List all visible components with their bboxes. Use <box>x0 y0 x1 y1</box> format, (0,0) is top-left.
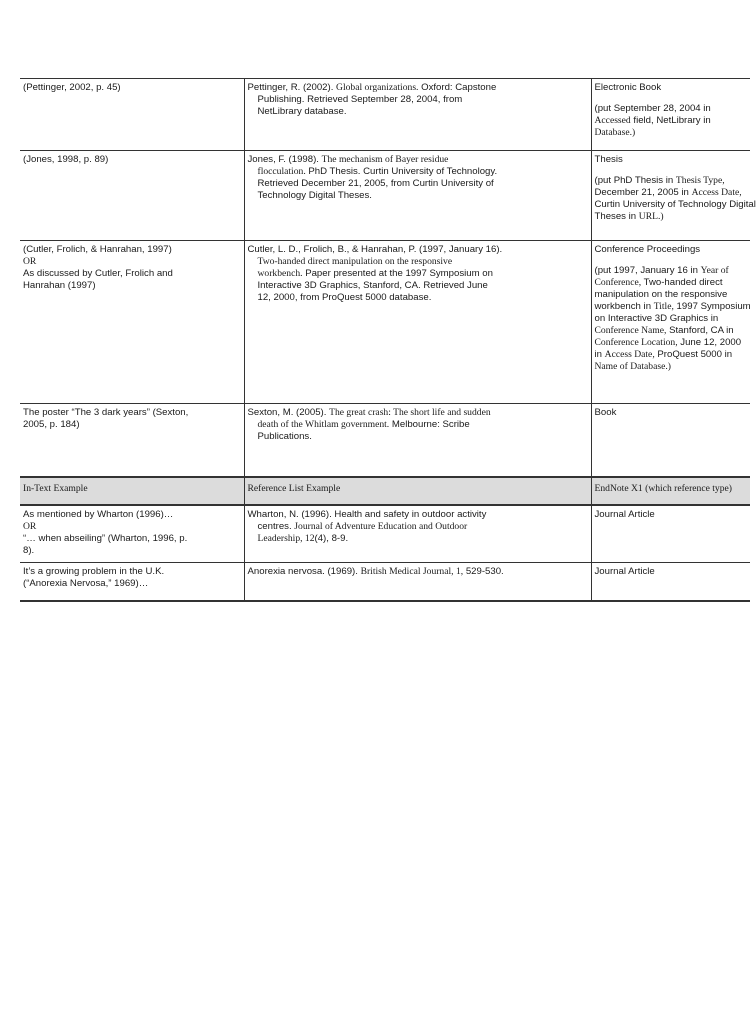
text-segment: PhD Thesis. Curtin University of Technology. <box>305 166 498 177</box>
cell-line <box>248 106 587 118</box>
cell-line: OR <box>23 521 37 532</box>
cell-line: As discussed by Cutler, Frolich and <box>23 268 173 279</box>
cell-line <box>595 127 747 139</box>
text-segment: manipulation on the responsive <box>594 289 728 300</box>
cell-line <box>595 265 747 277</box>
cell-line: 8). <box>23 545 35 556</box>
cell-line <box>248 94 587 106</box>
cell-line <box>595 115 747 127</box>
text-segment: Stanford, CA in <box>666 325 734 336</box>
reference-cell <box>244 241 591 404</box>
cell-line: (Jones, 1998, p. 89) <box>23 154 109 165</box>
text-segment: Conference Proceedings <box>594 244 701 255</box>
text-segment: Interactive 3D Graphics, Stanford, CA. Retrieved June <box>257 280 488 291</box>
cell-line <box>595 187 747 199</box>
italic-segment: Access Date, <box>691 187 742 198</box>
text-segment: Curtin University of Technology Digital <box>594 199 756 210</box>
table-row <box>20 151 750 241</box>
text-segment: Oxford: Capstone <box>418 82 497 93</box>
cell-line <box>595 361 747 373</box>
italic-segment: URL.) <box>638 211 664 222</box>
text-segment: (4), 8-9. <box>314 533 349 544</box>
header-endnote: EndNote X1 (which reference type) <box>591 477 750 505</box>
text-segment: ProQuest 5000 in <box>654 349 733 360</box>
cell-line: OR <box>23 256 37 267</box>
cell-line <box>248 431 587 443</box>
cell-line <box>595 349 747 361</box>
cell-line <box>595 244 747 256</box>
text-segment: Pettinger, R. (2002). <box>247 82 337 93</box>
table-row <box>20 241 750 404</box>
text-segment: Wharton, N. (1996). Health and safety in outdoor activity <box>247 509 487 520</box>
italic-segment: Access Date, <box>604 349 655 360</box>
cell-line: The poster “The 3 dark years” (Sexton, <box>23 407 189 418</box>
italic-segment: Global organizations. <box>336 82 419 93</box>
reference-cell <box>244 404 591 478</box>
reference-cell <box>244 505 591 563</box>
italic-segment: The great crash: The short life and sudden <box>329 407 491 418</box>
cell-line: “… when abseiling” (Wharton, 1996, p. <box>23 533 188 544</box>
intext-cell <box>20 151 244 241</box>
cell-line <box>248 280 587 292</box>
endnote-cell <box>591 151 756 241</box>
cell-line <box>248 407 587 419</box>
text-segment: June 12, 2000 <box>677 337 742 348</box>
text-segment: 529-530. <box>463 566 504 577</box>
cell-line <box>595 289 747 301</box>
text-segment: Thesis <box>594 154 623 165</box>
text-segment: Technology Digital Theses. <box>257 190 372 201</box>
cell-line <box>248 521 587 533</box>
italic-segment: Conference, <box>594 277 642 288</box>
text-segment: Anorexia nervosa. (1969). <box>247 566 361 577</box>
text-segment: (put 1997, January 16 in <box>594 265 701 276</box>
cell-line <box>248 154 587 166</box>
citation-table <box>20 78 756 602</box>
text-segment: Two-handed direct <box>641 277 723 288</box>
italic-segment: British Medical Journal, 1, <box>360 566 464 577</box>
endnote-cell <box>591 241 750 404</box>
intext-cell <box>20 404 244 478</box>
italic-segment: Conference Location, <box>594 337 678 348</box>
text-segment: Journal Article <box>594 509 655 520</box>
cell-line <box>248 256 587 268</box>
text-segment: Book <box>594 407 617 418</box>
text-segment: Publishing. Retrieved September 28, 2004, from <box>257 94 463 105</box>
cell-line <box>248 419 587 431</box>
cell-line <box>248 82 587 94</box>
cell-line <box>595 154 747 166</box>
text-segment: (put PhD Thesis in <box>594 175 676 186</box>
text-segment: Jones, F. (1998). <box>247 154 322 165</box>
cell-line <box>594 199 756 211</box>
text-segment: Paper presented at the 1997 Symposium on <box>302 268 493 279</box>
cell-line <box>248 292 587 304</box>
cell-line <box>595 566 747 578</box>
line-gap <box>595 166 747 175</box>
cell-line <box>595 277 747 289</box>
text-segment: Journal Article <box>594 566 655 577</box>
line-gap <box>595 94 747 103</box>
italic-segment: Leadership, 12 <box>257 533 315 544</box>
italic-segment: Title, <box>653 301 674 312</box>
cell-line <box>248 509 587 521</box>
text-segment: Electronic Book <box>594 82 662 93</box>
cell-line <box>248 178 587 190</box>
italic-segment: workbench. <box>257 268 303 279</box>
text-segment: (put September 28, 2004 in <box>594 103 711 114</box>
text-segment: Sexton, M. (2005). <box>247 407 330 418</box>
italic-segment: death of the Whitlam government. <box>257 419 390 430</box>
text-segment: December 21, 2005 in <box>594 187 692 198</box>
table-row <box>20 404 750 478</box>
cell-line <box>595 337 747 349</box>
table-row <box>20 505 750 563</box>
text-segment: 12, 2000, from ProQuest 5000 database. <box>257 292 432 303</box>
text-segment: workbench in <box>594 301 654 312</box>
text-segment: NetLibrary database. <box>257 106 347 117</box>
italic-segment: Journal of Adventure Education and Outdoor <box>294 521 468 532</box>
italic-segment: The mechanism of Bayer residue <box>321 154 449 165</box>
italic-segment: Name of Database.) <box>594 361 671 372</box>
text-segment: 1997 Symposium <box>673 301 751 312</box>
reference-cell <box>244 79 591 151</box>
line-gap <box>595 256 747 265</box>
table-row <box>20 79 750 151</box>
cell-line <box>248 244 587 256</box>
cell-line <box>595 103 747 115</box>
cell-line <box>595 407 747 419</box>
cell-line <box>595 82 747 94</box>
header-reference: Reference List Example <box>244 477 591 505</box>
endnote-cell <box>591 505 750 563</box>
italic-segment: Thesis Type, <box>675 175 725 186</box>
endnote-cell <box>591 404 750 478</box>
table-header-row <box>20 477 750 505</box>
intext-cell <box>20 241 244 404</box>
cell-line: (Cutler, Frolich, & Hanrahan, 1997) <box>23 244 172 255</box>
cell-line <box>248 533 587 545</box>
italic-segment: Two-handed direct manipulation on the responsive <box>257 256 453 267</box>
cell-line: It’s a growing problem in the U.K. <box>23 566 165 577</box>
cell-line <box>594 301 751 313</box>
reference-cell <box>244 151 591 241</box>
cell-line <box>595 175 747 187</box>
intext-cell <box>20 563 244 602</box>
cell-line <box>248 190 587 202</box>
italic-segment: flocculation. <box>257 166 306 177</box>
cell-line <box>595 509 747 521</box>
text-segment: Cutler, L. D., Frolich, B., & Hanrahan, P. (1997, January 16). <box>247 244 503 255</box>
text-segment: in <box>594 349 605 360</box>
text-segment: Theses in <box>594 211 639 222</box>
cell-line: (Pettinger, 2002, p. 45) <box>23 82 121 93</box>
cell-line <box>595 325 747 337</box>
text-segment: centres. <box>257 521 295 532</box>
italic-segment: Conference Name, <box>594 325 667 336</box>
text-segment: Retrieved December 21, 2005, from Curtin University of <box>257 178 494 189</box>
cell-line <box>595 313 747 325</box>
endnote-cell <box>591 563 750 602</box>
cell-line <box>248 268 587 280</box>
cell-line: Hanrahan (1997) <box>23 280 96 291</box>
text-segment: field, NetLibrary in <box>630 115 711 126</box>
cell-line: 2005, p. 184) <box>23 419 80 430</box>
italic-segment: Accessed <box>594 115 631 126</box>
intext-cell <box>20 505 244 563</box>
table-row <box>20 563 750 602</box>
cell-line <box>595 211 747 223</box>
text-segment: Melbourne: Scribe <box>389 419 470 430</box>
intext-cell <box>20 79 244 151</box>
endnote-cell <box>591 79 750 151</box>
text-segment: on Interactive 3D Graphics in <box>594 313 719 324</box>
cell-line <box>248 166 587 178</box>
header-intext: In-Text Example <box>20 477 244 505</box>
cell-line: (“Anorexia Nervosa,” 1969)… <box>23 578 149 589</box>
cell-line <box>248 566 587 578</box>
italic-segment: Database.) <box>594 127 636 138</box>
italic-segment: Year of <box>700 265 729 276</box>
text-segment: Publications. <box>257 431 312 442</box>
reference-cell <box>244 563 591 602</box>
cell-line: As mentioned by Wharton (1996)… <box>23 509 174 520</box>
